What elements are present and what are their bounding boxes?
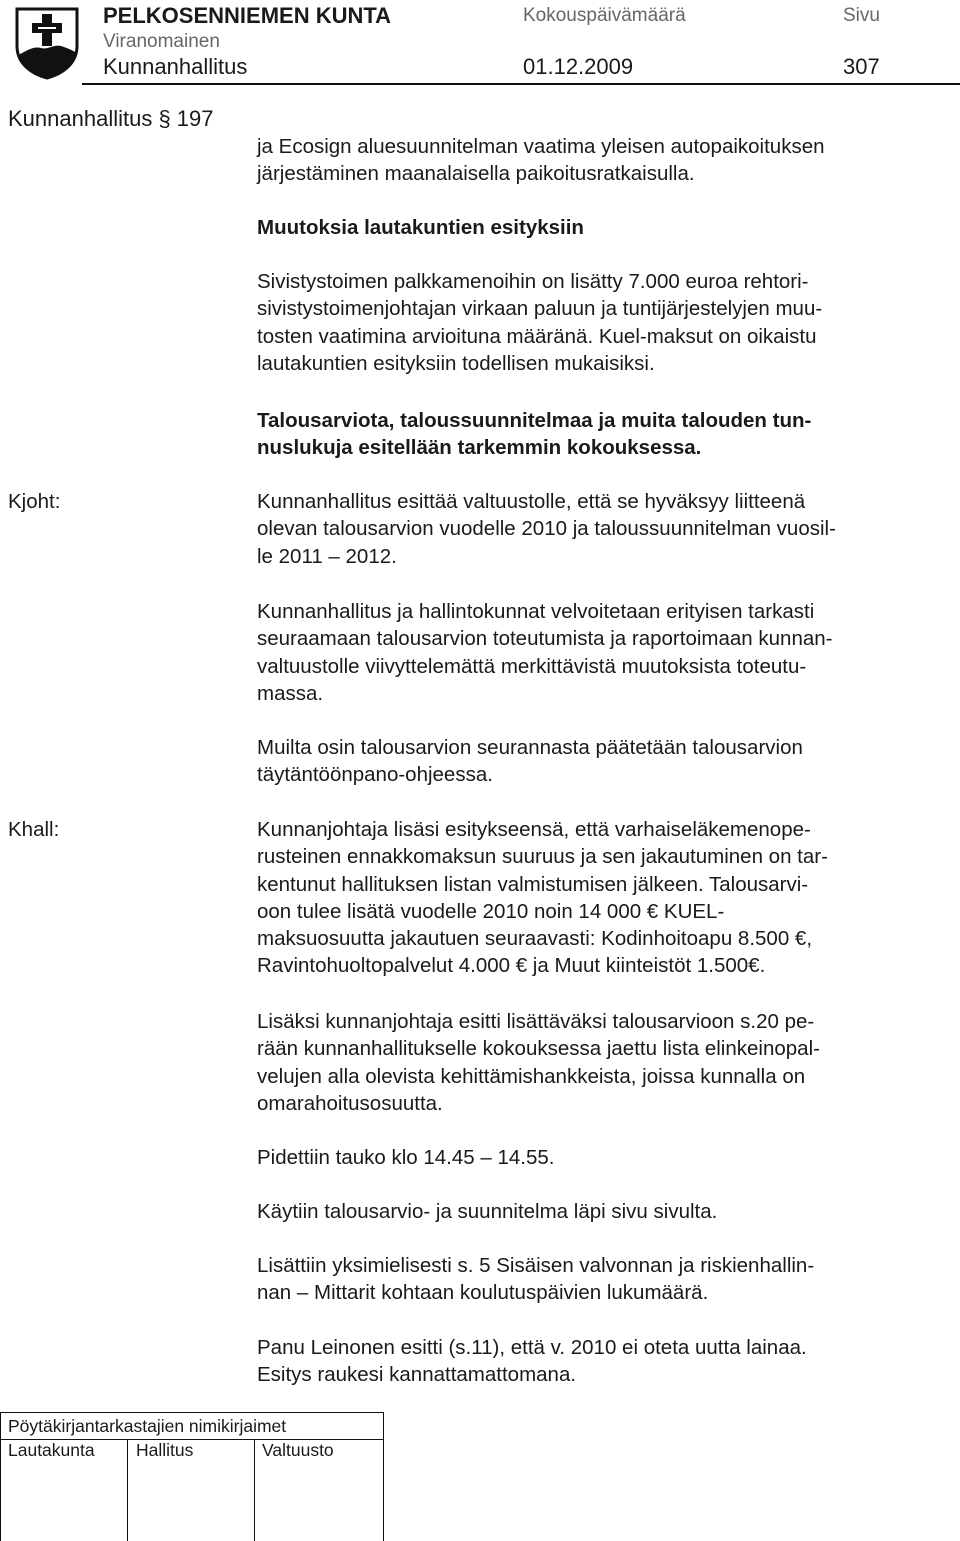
kjoht-label: Kjoht: [8,490,61,513]
text-line: täytäntöönpano-ohjeessa. [257,763,493,787]
paragraph-changes [257,268,822,377]
signature-column-government: Hallitus [136,1440,194,1460]
text-line: Kunnanhallitus ja hallintokunnat velvoitetaan erityisen tarkasti [257,600,815,623]
signature-column-divider [254,1440,255,1541]
paragraph-intro [257,133,825,188]
heading-changes: Muutoksia lautakuntien esityksiin [257,216,584,239]
text-line: lautakuntien esityksiin todellisen mukaisiksi. [257,351,655,375]
meeting-date-value: 01.12.2009 [523,54,634,79]
khall-addition [257,1252,814,1307]
text-line: Kunnanhallitus esittää valtuustolle, että se hyväksyy liitteenä [257,490,806,513]
text-line: Talousarviota, taloussuunnitelmaa ja muita talouden tun- [257,409,812,432]
text-line: velujen alla olevista kehittämishankkeista, joissa kunnalla on [257,1064,806,1088]
text-line: Ravintohuoltopalvelut 4.000 € ja Muut kiinteistöt 1.500€. [257,954,766,978]
section-reference: Kunnanhallitus § 197 [8,106,214,131]
text-line: maksuosuutta jakautuen seuraavasti: Kodinhoitoapu 8.500 €, [257,927,813,951]
text-line: Panu Leinonen esitti (s.11), että v. 2010 ei oteta uutta lainaa. [257,1336,807,1359]
text-line: omarahoitusosuutta. [257,1091,443,1115]
khall-break: Pidettiin tauko klo 14.45 – 14.55. [257,1146,555,1169]
text-line: nan – Mittarit kohtaan koulutuspäivien lukumäärä. [257,1281,709,1305]
text-line: seuraamaan talousarvion toteutumista ja raportoimaan kunnan- [257,627,833,651]
kjoht-proposal-2 [257,598,832,707]
meeting-date-label: Kokouspäivämäärä [523,5,686,26]
khall-decision-2 [257,1008,820,1117]
kjoht-proposal-3 [257,734,803,789]
khall-motion [257,1334,807,1389]
text-line: nuslukuja esitellään tarkemmin kokouksessa. [257,436,702,460]
text-line: Lisättiin yksimielisesti s. 5 Sisäisen valvonnan ja riskienhallin- [257,1254,815,1277]
municipal-coat-of-arms-icon [14,6,80,80]
text-line: rusteinen ennakkomaksun suuruus ja sen jakautuminen on tar- [257,845,828,869]
text-line: Muilta osin talousarvion seurannasta päätetään talousarvion [257,736,803,759]
text-line: sivistystoimenjohtajan virkaan paluun ja tuntijärjestelyjen muu- [257,297,823,321]
signature-column-board: Lautakunta [8,1440,95,1460]
authority-label: Viranomainen [103,31,220,52]
text-line: valtuustolle viivyttelemättä merkittävistä muutoksista toteutu- [257,654,807,678]
text-line: tosten vaatimina arvioituna määränä. Kuel-maksut on oikaistu [257,324,817,348]
khall-review: Käytiin talousarvio- ja suunnitelma läpi sivu sivulta. [257,1200,718,1223]
text-line: massa. [257,681,324,705]
header-divider [82,83,960,85]
text-line: järjestäminen maanalaisella paikoitusratkaisulla. [257,162,695,186]
page-number: 307 [843,54,880,79]
organization-name: PELKOSENNIEMEN KUNTA [103,3,392,28]
heading-budget [257,407,811,462]
khall-decision-1 [257,816,828,980]
text-line: Lisäksi kunnanjohtaja esitti lisättäväksi talousarvioon s.20 pe- [257,1010,815,1033]
text-line: Sivistystoimen palkkamenoihin on lisätty 7.000 euroa rehtori- [257,270,809,293]
text-line: le 2011 – 2012. [257,544,397,568]
text-line: Kunnanjohtaja lisäsi esitykseensä, että varhaiseläkemenope- [257,818,811,841]
signature-column-divider [127,1440,128,1541]
text-line: rään kunnanhallitukselle kokouksessa jaettu lista elinkeinopal- [257,1037,820,1061]
authority-value: Kunnanhallitus [103,54,248,79]
khall-label: Khall: [8,818,60,841]
page-label: Sivu [843,5,880,26]
text-line: oon tulee lisätä vuodelle 2010 noin 14 000 € KUEL- [257,899,725,923]
text-line: kentunut hallituksen listan valmistumisen jälkeen. Talousarvi- [257,872,809,896]
text-line: olevan talousarvion vuodelle 2010 ja taloussuunnitelman vuosil- [257,517,836,541]
signature-title: Pöytäkirjantarkastajien nimikirjaimet [8,1416,287,1436]
coat-of-arms-logo [14,6,80,80]
text-line: Esitys raukesi kannattamattomana. [257,1363,577,1387]
text-line: ja Ecosign aluesuunnitelman vaatima yleisen autopaikoituksen [257,135,825,158]
signature-column-council: Valtuusto [262,1440,334,1460]
kjoht-proposal-1 [257,488,836,570]
